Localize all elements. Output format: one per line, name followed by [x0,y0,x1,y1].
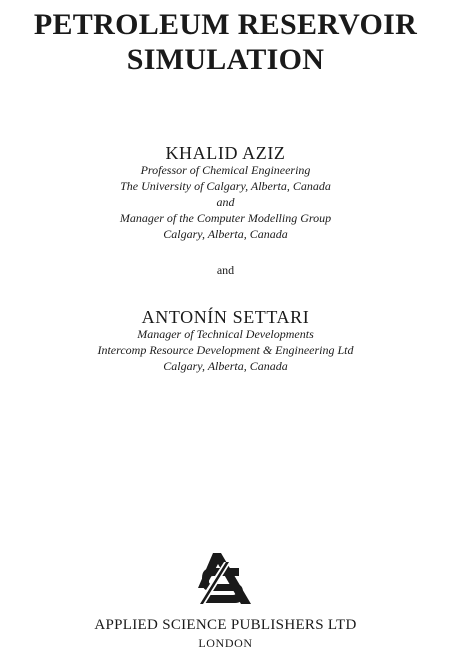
author-1-affiliation-line: The University of Calgary, Alberta, Canada [120,179,331,193]
author-1-affiliation-line: Professor of Chemical Engineering [140,163,311,177]
author-1-name: KHALID AZIZ [165,143,286,163]
author-1-affiliation-line: Calgary, Alberta, Canada [163,227,288,241]
applied-science-publishers-logo [191,551,255,605]
author-1-affiliation-line: Manager of the Computer Modelling Group [119,211,332,225]
author-1-affiliation-line: and [216,195,235,209]
author-2-affiliation-line: Manager of Technical Developments [137,327,314,341]
author-2-affiliation-line: Intercomp Resource Development & Engineering Ltd [97,343,354,357]
author-separator: and [216,263,235,277]
book-title-line-2: SIMULATION [126,43,325,76]
author-2-name: ANTONÍN SETTARI [141,307,310,327]
book-title-line-1: PETROLEUM RESERVOIR [33,8,418,41]
publisher-name: APPLIED SCIENCE PUBLISHERS LTD [94,617,357,633]
publisher-city: LONDON [198,636,253,650]
author-2-affiliation-line: Calgary, Alberta, Canada [163,359,288,373]
